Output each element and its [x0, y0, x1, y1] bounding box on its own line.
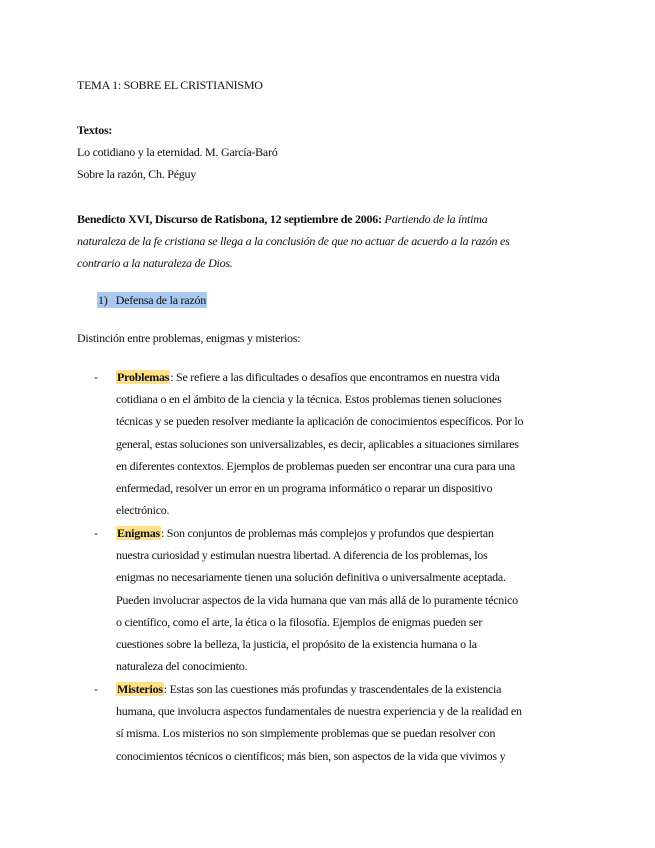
benedicto-quote: contrario a la naturaleza de Dios. [77, 256, 233, 270]
benedicto-citation: Benedicto XVI, Discurso de Ratisbona, 12 septiembre de 2006: [77, 212, 382, 226]
benedicto-quote: naturaleza de la fe cristiana se llega a la conclusión de que no actuar de acuerdo a la razón es [77, 234, 510, 248]
bullet-line: técnicas y se pueden resolver mediante la aplicación de conocimientos específicos. Por lo [116, 414, 524, 429]
bullet-line: : Se refiere a las dificultades o desafíos que encontramos en nuestra vida [170, 370, 500, 384]
bullet-line: general, estas soluciones son universalizables, es decir, aplicables a situaciones similares [116, 436, 519, 451]
section-label: Defensa de la razón [115, 293, 206, 307]
bullet-line: : Son conjuntos de problemas más complejos y profundos que despiertan [160, 526, 494, 540]
bullet-dash: - [94, 370, 98, 384]
bullet-text [116, 522, 586, 677]
textos-line: Sobre la razón, Ch. Péguy [77, 167, 197, 181]
bullet-line: : Estas son las cuestiones más profundas y trascendentales de la existencia [163, 682, 502, 696]
bullet-dash: - [94, 682, 98, 696]
bullet-line: nuestra curiosidad y estimulan nuestra libertad. A diferencia de los problemas, los [116, 548, 488, 563]
section-heading-highlight [97, 292, 207, 308]
bullet-term: Problemas [117, 370, 170, 384]
document-title: TEMA 1: SOBRE EL CRISTIANISMO [77, 78, 263, 92]
textos-heading: Textos: [77, 123, 113, 137]
bullet-line: o científico, como el arte, la ética o la filosofía. Ejemplos de enigmas pueden ser [116, 614, 483, 629]
bullet-term: Enigmas [117, 526, 160, 540]
section-number: 1) [98, 293, 108, 307]
bullet-text [116, 678, 586, 767]
bullet-line: humana, que involucra aspectos fundamentales de nuestra experiencia y de la realidad en [116, 704, 522, 719]
bullet-line: en diferentes contextos. Ejemplos de problemas pueden ser encontrar una cura para una [116, 458, 515, 473]
textos-line: Lo cotidiano y la eternidad. M. García-Baró [77, 145, 278, 159]
bullet-line: naturaleza del conocimiento. [116, 659, 248, 674]
bullet-line: conocimientos técnicos o científicos; más bien, son aspectos de la vida que vivimos y [116, 748, 506, 763]
bullet-line: sí misma. Los misterios no son simplemente problemas que se puedan resolver con [116, 726, 496, 741]
benedicto-line-1 [77, 211, 487, 227]
bullet-line: cuestiones sobre la belleza, la justicia, el propósito de la existencia humana o la [116, 636, 477, 651]
benedicto-quote: Partiendo de la íntima [384, 212, 488, 226]
bullet-line: enfermedad, resolver un error en un programa informático o reparar un dispositivo [116, 480, 493, 495]
bullet-line: enigmas no necesariamente tienen una solución definitiva o universalmente aceptada. [116, 570, 506, 585]
distincion-paragraph: Distinción entre problemas, enigmas y misterios: [77, 331, 301, 345]
bullet-text [116, 366, 586, 521]
bullet-dash: - [94, 526, 98, 540]
bullet-line: Pueden involucrar aspectos de la vida humana que van más allá de lo puramente técnico [116, 592, 518, 607]
section-heading [97, 292, 207, 308]
bullet-line: cotidiana o en el ámbito de la ciencia y la técnica. Estos problemas tienen soluciones [116, 392, 502, 407]
bullet-line: electrónico. [116, 503, 170, 518]
bullet-term: Misterios [117, 682, 163, 696]
